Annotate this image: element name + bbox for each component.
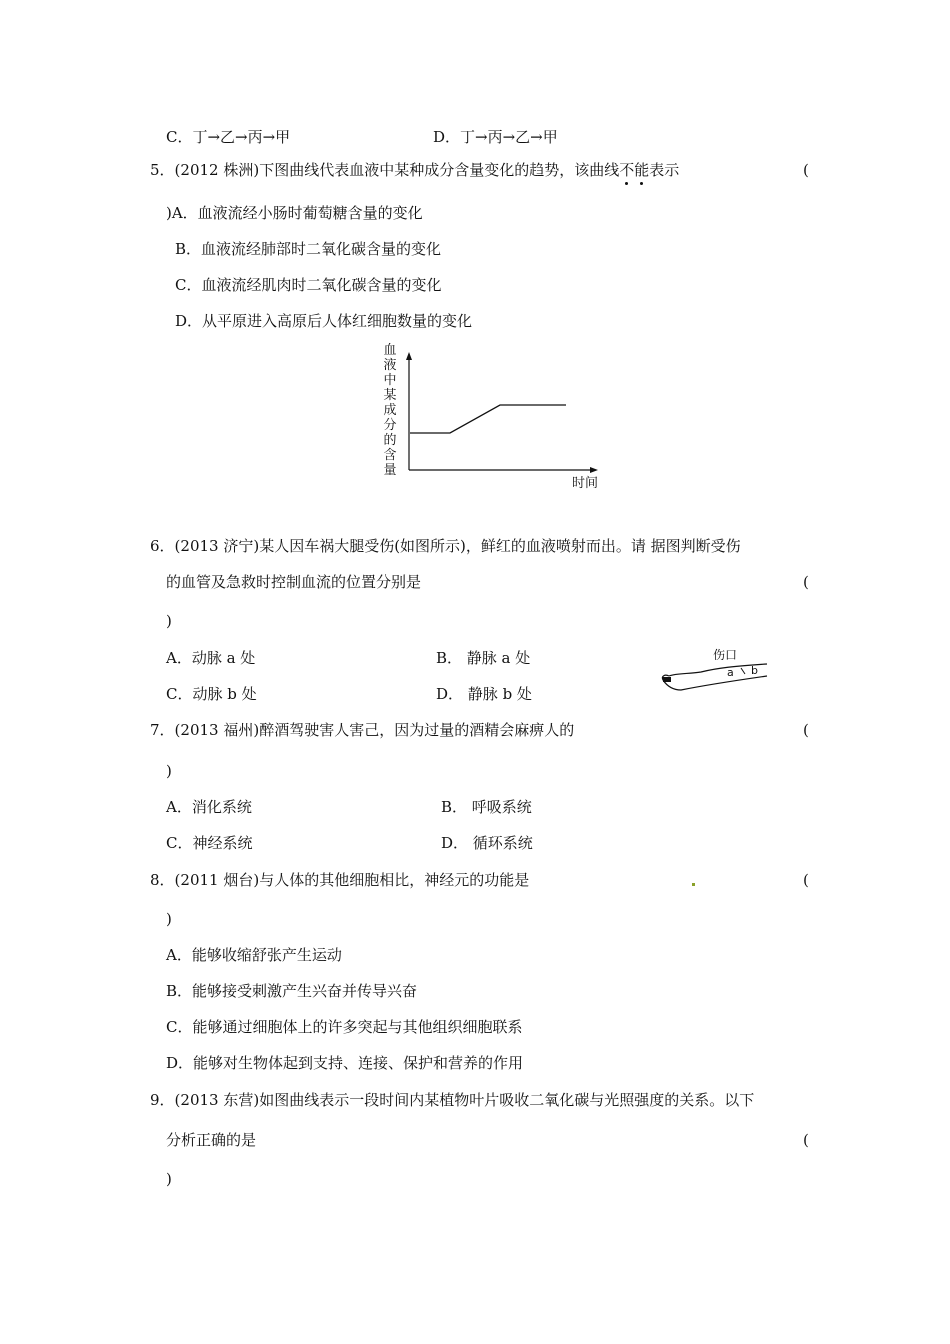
q6-option-a: A．动脉 a 处 [166, 649, 256, 667]
q5-stem-text: 5．(2012 株洲)下图曲线代表血液中某种成分含量变化的趋势，该曲线 [150, 161, 620, 179]
q6-leg-figure [655, 642, 775, 700]
trend-curve [410, 405, 566, 433]
q5-option-c: C．血液流经肌肉时二氧化碳含量的变化 [175, 276, 442, 294]
q5-option-d: D．从平原进入高原后人体红细胞数量的变化 [175, 312, 473, 330]
q8-option-a: A．能够收缩舒张产生运动 [166, 946, 342, 964]
q6-stem-line2: 的血管及急救时控制血流的位置分别是 [166, 573, 422, 591]
q6-option-b: B． 静脉 a 处 [436, 649, 531, 667]
q5-y-axis-label [383, 343, 396, 478]
q9-answer-paren-open: ( [803, 1131, 809, 1149]
q5-stem [150, 160, 679, 180]
q5-emphasis-not: 不 [619, 161, 635, 179]
y-label-char: 分 [383, 418, 397, 433]
x-axis-label: 时间 [571, 476, 599, 491]
leg-lower-outline [663, 676, 767, 690]
q8-answer-paren-close: ) [166, 910, 172, 928]
y-label-char: 含 [383, 448, 397, 463]
q7-option-b: B． 呼吸系统 [441, 798, 532, 816]
q9-answer-paren-close: ) [166, 1170, 172, 1188]
q5-option-a: )A．血液流经小肠时葡萄糖含量的变化 [166, 204, 423, 222]
wound-label: 伤口 [713, 648, 738, 662]
q7-option-a: A．消化系统 [166, 798, 252, 816]
y-axis-arrow [406, 352, 412, 360]
q8-option-c: C．能够通过细胞体上的许多突起与其他组织细胞联系 [166, 1018, 523, 1036]
q6-answer-paren-open: ( [803, 573, 809, 591]
q8-option-b: B．能够接受刺激产生兴奋并传导兴奋 [166, 982, 418, 1000]
y-label-char: 血 [383, 343, 397, 358]
y-label-char: 的 [383, 433, 397, 448]
q4-option-c: C．丁→乙→丙→甲 [166, 128, 291, 146]
q7-answer-paren-open: ( [803, 721, 809, 739]
y-label-char: 成 [383, 403, 397, 418]
q7-option-d: D． 循环系统 [441, 834, 533, 852]
foot-mark [663, 677, 671, 682]
q5-curve-figure [370, 340, 610, 495]
q6-option-d: D． 静脉 b 处 [436, 685, 532, 703]
position-a-label: a [727, 666, 734, 679]
q8-option-d: D．能够对生物体起到支持、连接、保护和营养的作用 [166, 1054, 524, 1072]
y-label-char: 中 [383, 373, 397, 388]
q6-option-c: C．动脉 b 处 [166, 685, 257, 703]
y-label-char: 量 [383, 463, 397, 478]
position-b-label: b [751, 664, 758, 677]
q7-stem: 7．(2013 福州)醉酒驾驶害人害己，因为过量的酒精会麻痹人的 [150, 721, 575, 739]
q6-answer-paren-close: ) [166, 612, 172, 630]
q8-stem: 8．(2011 烟台)与人体的其他细胞相比，神经元的功能是 [150, 871, 530, 889]
q9-stem-line1: 9．(2013 东营)如图曲线表示一段时间内某植物叶片吸收二氧化碳与光照强度的关系。以下 [150, 1091, 755, 1109]
q9-stem-line2: 分析正确的是 [166, 1131, 257, 1149]
q5-answer-paren-open: ( [803, 161, 809, 179]
y-label-char: 液 [383, 358, 397, 373]
q7-option-c: C．神经系统 [166, 834, 253, 852]
q8-answer-paren-open: ( [803, 871, 809, 889]
q6-stem-line1: 6．(2013 济宁)某人因车祸大腿受伤(如图所示)，鲜红的血液喷射而出。请 据图判断受伤 [150, 537, 741, 555]
q4-option-d: D．丁→丙→乙→甲 [433, 128, 558, 146]
wound-mark [741, 668, 745, 674]
y-label-char: 某 [383, 388, 397, 403]
stray-dot [692, 883, 695, 886]
q5-option-b: B．血液流经肺部时二氧化碳含量的变化 [175, 240, 442, 258]
q5-emphasis-can: 能 [634, 161, 650, 179]
q7-answer-paren-close: ) [166, 762, 172, 780]
q5-stem-end: 表示 [649, 161, 680, 179]
x-axis-arrow [590, 467, 598, 473]
